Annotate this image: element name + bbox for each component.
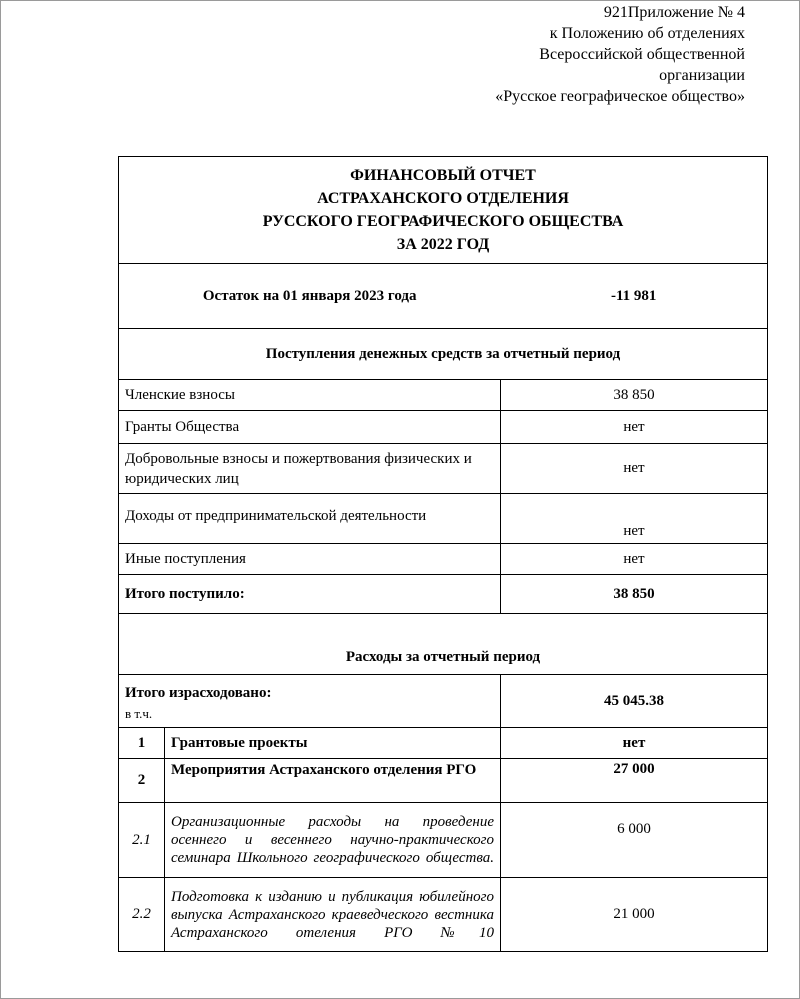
appendix-line: Всероссийской общественной xyxy=(539,46,745,63)
report-title-row xyxy=(119,157,768,264)
appendix-line: 921Приложение № 4 xyxy=(603,4,745,21)
income-label: Доходы от предпринимательской деятельности xyxy=(119,494,501,544)
balance-label: Остаток на 01 января 2023 года xyxy=(202,287,417,304)
expense-item-row xyxy=(119,878,768,952)
income-value: нет xyxy=(501,444,768,494)
report-title xyxy=(119,157,768,264)
expense-item-row xyxy=(119,803,768,878)
income-row xyxy=(119,411,768,444)
expenses-total-value: 45 045.38 xyxy=(501,675,768,728)
balance-row xyxy=(119,264,768,329)
appendix-line: к Положению об отделениях xyxy=(549,25,745,42)
expenses-total-row xyxy=(119,675,768,728)
expenses-heading: Расходы за отчетный период xyxy=(119,614,768,675)
income-total-row xyxy=(119,575,768,614)
income-total-value: 38 850 xyxy=(501,575,768,614)
income-label: Иные поступления xyxy=(119,544,501,575)
income-total-label: Итого поступило: xyxy=(119,575,501,614)
income-value: 38 850 xyxy=(501,380,768,411)
expenses-heading-row xyxy=(119,614,768,675)
income-value: нет xyxy=(501,494,768,544)
expense-item-number: 2.1 xyxy=(119,803,165,878)
expense-item-label: Организационные расходы на проведение осеннего и весеннего научно-практического семинара Школьного географического общества. xyxy=(165,803,501,878)
income-row xyxy=(119,444,768,494)
expense-item-label: Грантовые проекты xyxy=(165,728,501,759)
income-label: Добровольные взносы и пожертвования физических и юридических лиц xyxy=(119,444,501,494)
expense-item-number: 2 xyxy=(119,759,165,803)
income-row xyxy=(119,494,768,544)
expense-item-label: Мероприятия Астраханского отделения РГО xyxy=(165,759,501,803)
expenses-total-sublabel: в т.ч. xyxy=(125,706,153,721)
income-label: Членские взносы xyxy=(119,380,501,411)
income-heading-row xyxy=(119,329,768,380)
expense-item-label: Подготовка к изданию и публикация юбилейного выпуска Астраханского краеведческого вестника Астраханского отеления РГО №10 xyxy=(165,878,501,952)
title-line: РУССКОГО ГЕОГРАФИЧЕСКОГО ОБЩЕСТВА xyxy=(262,213,624,230)
title-line: АСТРАХАНСКОГО ОТДЕЛЕНИЯ xyxy=(317,190,569,207)
expense-item-row xyxy=(119,728,768,759)
expense-item-value: 6 000 xyxy=(501,803,768,878)
title-line: ЗА 2022 ГОД xyxy=(396,236,490,253)
expenses-total-label: Итого израсходовано: xyxy=(125,685,272,701)
expense-item-value: нет xyxy=(501,728,768,759)
appendix-line: организации xyxy=(659,67,745,84)
expense-item-number: 2.2 xyxy=(119,878,165,952)
expense-item-row xyxy=(119,759,768,803)
expense-item-value: 27 000 xyxy=(501,759,768,803)
income-label: Гранты Общества xyxy=(119,411,501,444)
income-row xyxy=(119,380,768,411)
appendix-line: «Русское географическое общество» xyxy=(495,88,745,105)
appendix-header xyxy=(385,2,745,107)
expenses-total-cell xyxy=(119,675,501,728)
income-row xyxy=(119,544,768,575)
balance-value: -11 981 xyxy=(610,287,657,304)
title-line: ФИНАНСОВЫЙ ОТЧЕТ xyxy=(350,167,536,184)
income-heading: Поступления денежных средств за отчетный период xyxy=(119,329,768,380)
income-value: нет xyxy=(501,411,768,444)
expense-item-value: 21 000 xyxy=(501,878,768,952)
financial-report-table xyxy=(118,156,768,952)
expense-item-number: 1 xyxy=(119,728,165,759)
balance-cell xyxy=(119,264,768,329)
income-value: нет xyxy=(501,544,768,575)
